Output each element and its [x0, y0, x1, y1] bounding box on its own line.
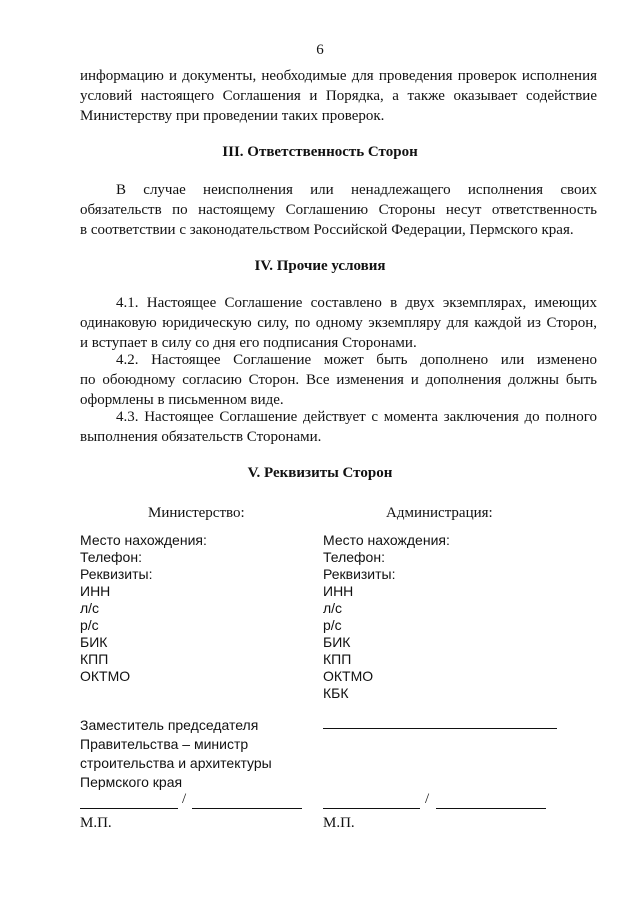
signatory-line-4: Пермского края [80, 774, 183, 790]
ministry-field-location: Место нахождения: [80, 532, 207, 548]
administration-details [323, 532, 450, 702]
ministry-field-requisites: Реквизиты: [80, 566, 153, 582]
admin-field-requisites: Реквизиты: [323, 566, 396, 582]
admin-field-location: Место нахождения: [323, 532, 450, 548]
section-3-title: III. Ответственность Сторон [222, 144, 418, 160]
administration-signature-line [323, 808, 420, 809]
admin-field-phone: Телефон: [323, 549, 385, 565]
admin-field-kbk: КБК [323, 685, 349, 701]
ministry-field-bik: БИК [80, 634, 108, 650]
section-3-line-2: обязательств по настоящему Соглашению Стороны несут ответственность [80, 202, 597, 218]
section-4-line-5: по обоюдному согласию Сторон. Все изменения и дополнения должны быть [80, 372, 597, 388]
administration-signatory-line [323, 728, 557, 729]
admin-field-oktmo: ОКТМО [323, 668, 374, 684]
intro-line-3: Министерству при проведении таких проверок. [80, 108, 385, 124]
ministry-stamp-label: М.П. [80, 815, 112, 831]
section-4-line-2: одинаковую юридическую силу, по одному экземпляру для каждой из Сторон, [80, 315, 597, 331]
ministry-name-line [192, 808, 302, 809]
ministry-signature-line [80, 808, 178, 809]
ministry-field-phone: Телефон: [80, 549, 142, 565]
signatory-line-2: Правительства – министр [80, 736, 249, 752]
ministry-header: Министерство: [148, 505, 245, 521]
intro-line-1: информацию и документы, необходимые для проведения проверок исполнения [80, 68, 597, 84]
ministry-details [80, 532, 207, 685]
section-4-line-4: 4.2. Настоящее Соглашение может быть дополнено или изменено [116, 352, 597, 368]
signatory-line-1: Заместитель председателя [80, 717, 259, 733]
section-4-line-1: 4.1. Настоящее Соглашение составлено в двух экземплярах, имеющих [116, 295, 597, 311]
section-3-line-1: В случае неисполнения или ненадлежащего исполнения своих [116, 182, 597, 198]
administration-header: Администрация: [386, 505, 493, 521]
administration-signature-slash: / [425, 791, 430, 807]
admin-field-rs: р/с [323, 617, 342, 633]
section-4-title: IV. Прочие условия [254, 258, 386, 274]
ministry-field-rs: р/с [80, 617, 99, 633]
ministry-field-oktmo: ОКТМО [80, 668, 131, 684]
ministry-signatory [80, 716, 272, 792]
section-5-title: V. Реквизиты Сторон [247, 465, 393, 481]
signatory-line-3: строительства и архитектуры [80, 755, 272, 771]
section-4-line-3: и вступает в силу со дня его подписания Сторонами. [80, 335, 417, 351]
ministry-signature-slash: / [182, 791, 187, 807]
admin-field-inn: ИНН [323, 583, 354, 599]
administration-name-line [436, 808, 546, 809]
ministry-field-inn: ИНН [80, 583, 111, 599]
administration-stamp-label: М.П. [323, 815, 355, 831]
admin-field-bik: БИК [323, 634, 351, 650]
ministry-field-ls: л/с [80, 600, 100, 616]
admin-field-kpp: КПП [323, 651, 352, 667]
section-4-line-7: 4.3. Настоящее Соглашение действует с момента заключения до полного [116, 409, 597, 425]
section-3-line-3: в соответствии с законодательством Российской Федерации, Пермского края. [80, 222, 574, 238]
section-4-line-6: оформлены в письменном виде. [80, 392, 284, 408]
intro-line-2: условий настоящего Соглашения и Порядка, а также оказывает содействие [80, 88, 597, 104]
ministry-field-kpp: КПП [80, 651, 109, 667]
section-4-line-8: выполнения обязательств Сторонами. [80, 429, 322, 445]
page-number: 6 [316, 42, 324, 58]
admin-field-ls: л/с [323, 600, 343, 616]
